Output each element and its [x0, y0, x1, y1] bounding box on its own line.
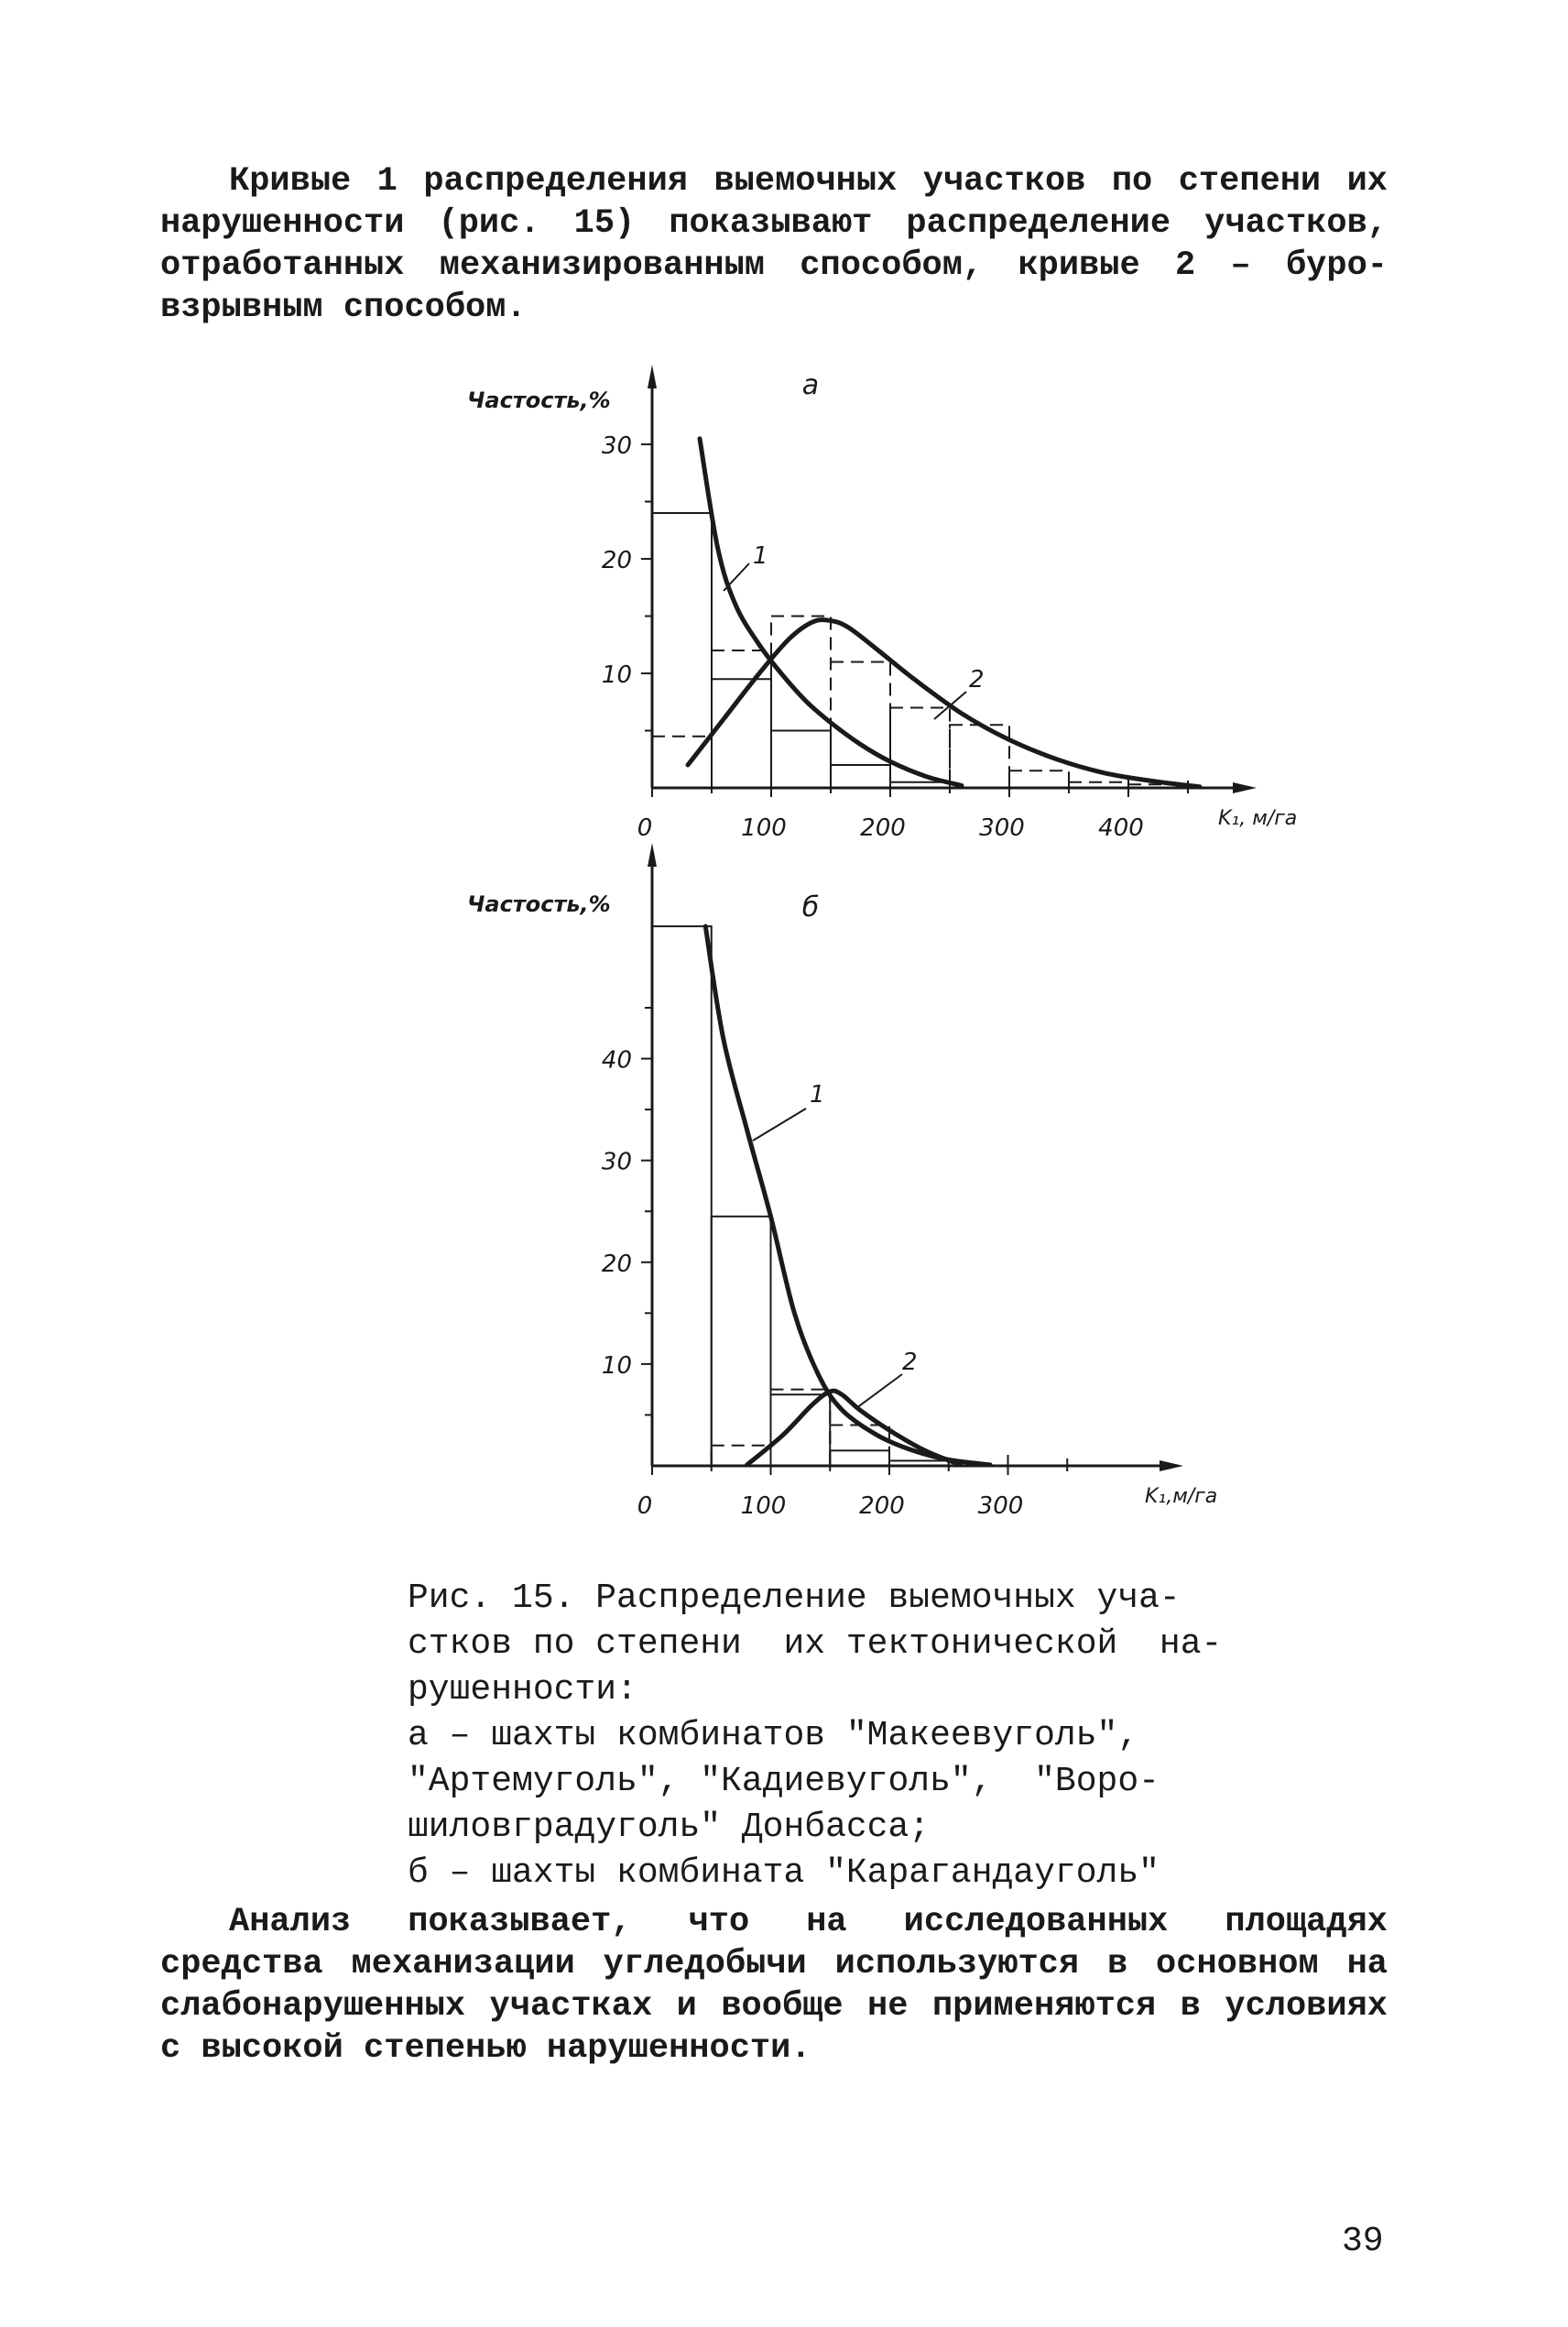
y-tick-label: 10: [601, 1351, 632, 1380]
curve-label-leader: [856, 1374, 902, 1408]
histogram-bar-2: [1009, 770, 1069, 788]
x-tick-label: 100: [741, 814, 787, 842]
curve-label-leader: [753, 1109, 806, 1141]
x-axis-arrow: [1233, 782, 1257, 793]
page-number: 39: [1342, 2222, 1384, 2261]
histogram-bar-2: [771, 617, 831, 789]
caption-line: а – шахты комбинатов "Макеевуголь",: [408, 1716, 1139, 1755]
curve-label: 2: [969, 666, 985, 694]
figure-caption: [408, 1576, 1223, 1896]
histogram-bar-2: [831, 662, 890, 789]
y-axis-label: Частость,%: [467, 891, 611, 917]
caption-line: рушенности:: [408, 1670, 637, 1710]
y-axis-arrow: [648, 843, 657, 867]
histogram-bar-1: [771, 1394, 831, 1466]
intro-text: Кривые 1 распределения выемочных участков по степени их нарушенности (рис. 15) показывают распределение участков, отработанных механизированным способом, кривые 2 – буро-взрывным способом.: [160, 162, 1388, 327]
caption-line: "Артемуголь", "Кадиевуголь", "Воро-: [408, 1762, 1160, 1801]
intro-paragraph: [160, 160, 1388, 329]
histogram-bar-1: [652, 926, 712, 1466]
y-axis-arrow: [648, 365, 657, 388]
histogram-bar-1: [831, 765, 890, 788]
histogram-bar-1: [771, 731, 831, 789]
histogram-bar-1: [889, 1460, 949, 1466]
curve-1: [705, 926, 990, 1465]
y-tick-label: 20: [601, 547, 632, 574]
x-tick-label: 100: [740, 1492, 787, 1520]
conclusion-text: Анализ показывает, что на исследованных площадях средства механизации угледобычи используются в основном на слабонарушенных участках и вообще не применяются в условиях с высокой степенью нарушенности.: [160, 1903, 1388, 2068]
histogram-bar-1: [712, 1217, 771, 1466]
caption-line: шиловградуголь" Донбасса;: [408, 1808, 931, 1847]
chart-b: [0, 843, 1568, 1521]
x-tick-label: 200: [859, 1492, 905, 1520]
y-tick-label: 20: [601, 1250, 632, 1278]
x-axis-label: K₁,м/га: [1145, 1485, 1218, 1508]
x-tick-label: 300: [979, 814, 1025, 842]
chart-a-svg: [0, 348, 1568, 861]
x-tick-label: 400: [1098, 814, 1144, 842]
x-tick-label: 0: [637, 814, 653, 842]
curve-label: 1: [753, 542, 768, 570]
x-axis-label: K₁, м/га: [1218, 807, 1298, 830]
caption-line: Рис. 15. Распределение выемочных уча-: [408, 1579, 1181, 1618]
x-tick-label: 0: [637, 1492, 653, 1520]
y-tick-label: 30: [601, 432, 632, 460]
conclusion-paragraph: [160, 1901, 1388, 2070]
panel-label: а: [801, 369, 820, 401]
y-tick-label: 40: [601, 1046, 632, 1075]
y-tick-label: 10: [601, 661, 632, 689]
x-tick-label: 200: [860, 814, 906, 842]
y-axis-label: Частость,%: [467, 388, 611, 413]
chart-b-svg: [0, 843, 1568, 1521]
curve-2: [688, 619, 1200, 786]
caption-line: б – шахты комбината "Карагандауголь": [408, 1853, 1160, 1893]
x-tick-label: 300: [977, 1492, 1024, 1520]
histogram-bar-2: [771, 1390, 831, 1466]
curve-label: 2: [902, 1349, 918, 1376]
caption-line: стков по степени их тектонической на-: [408, 1624, 1223, 1664]
panel-label: б: [801, 891, 820, 923]
curve-2: [747, 1391, 961, 1465]
histogram-bar-2: [830, 1426, 889, 1466]
histogram-bar-1: [830, 1450, 889, 1466]
chart-a: [0, 348, 1568, 861]
curve-label: 1: [810, 1081, 825, 1109]
y-tick-label: 30: [601, 1148, 632, 1176]
x-axis-arrow: [1160, 1460, 1183, 1471]
